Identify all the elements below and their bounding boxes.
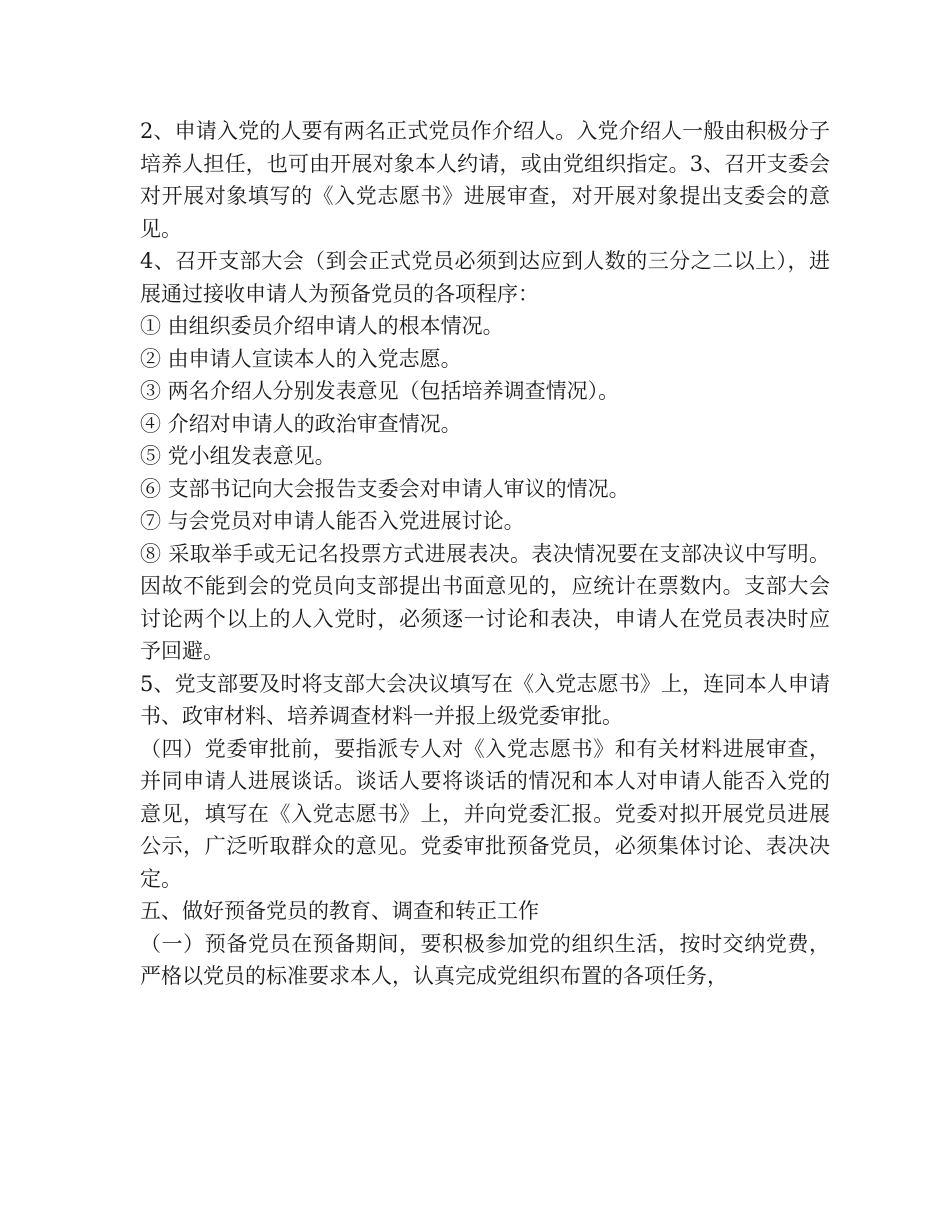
paragraph-resolution-submission: 5、党支部要及时将支部大会决议填写在《入党志愿书》上，连同本人申请书、政审材料、培养调查材料一并报上级党委审批。 xyxy=(140,671,830,728)
list-item-step-8: ⑧ 采取举手或无记名投票方式进展表决。表决情况要在支部决议中写明。因故不能到会的党员向支部提出书面意见的，应统计在票数内。支部大会讨论两个以上的人入党时，必须逐一讨论和表决，申请人在党员表决时应予回避。 xyxy=(140,541,830,663)
document-body xyxy=(140,115,830,993)
section-heading-probationary-members: 五、做好预备党员的教育、调查和转正工作 xyxy=(140,899,539,923)
list-item-step-5: ⑤ 党小组发表意见。 xyxy=(140,444,336,468)
list-item-step-2: ② 由申请人宣读本人的入党志愿。 xyxy=(140,346,462,371)
paragraph-introducer-and-branch-committee-review: 2、申请入党的人要有两名正式党员作介绍人。入党介绍人一般由积极分子培养人担任，也可由开展对象本人约请，或由党组织指定。3、召开支委会对开展对象填写的《入党志愿书》进展审查，对开展对象提出支委会的意见。 xyxy=(140,119,830,241)
paragraph-branch-general-meeting: 4、召开支部大会（到会正式党员必须到达应到人数的三分之二以上），进展通过接收申请人为预备党员的各项程序： xyxy=(140,249,830,306)
paragraph-party-committee-approval: （四）党委审批前，要指派专人对《入党志愿书》和有关材料进展审查，并同申请人进展谈话。谈话人要将谈话的情况和本人对申请人能否入党的意见，填写在《入党志愿书》上，并向党委汇报。党委对拟开展党员进展公示，广泛听取群众的意见。党委审批预备党员，必须集体讨论、表决决定。 xyxy=(140,736,830,891)
list-item-step-1: ① 由组织委员介绍申请人的根本情况。 xyxy=(140,314,504,338)
list-item-step-3: ③ 两名介绍人分别发表意见（包括培养调查情况）。 xyxy=(140,379,620,403)
list-item-step-7: ⑦ 与会党员对申请人能否入党进展讨论。 xyxy=(140,509,525,533)
list-item-step-4: ④ 介绍对申请人的政治审查情况。 xyxy=(140,411,462,436)
paragraph-probationary-period: （一）预备党员在预备期间，要积极参加党的组织生活，按时交纳党费，严格以党员的标准要求本人，认真完成党组织布置的各项任务， xyxy=(140,931,830,988)
list-item-step-6: ⑥ 支部书记向大会报告支委会对申请人审议的情况。 xyxy=(140,476,630,501)
